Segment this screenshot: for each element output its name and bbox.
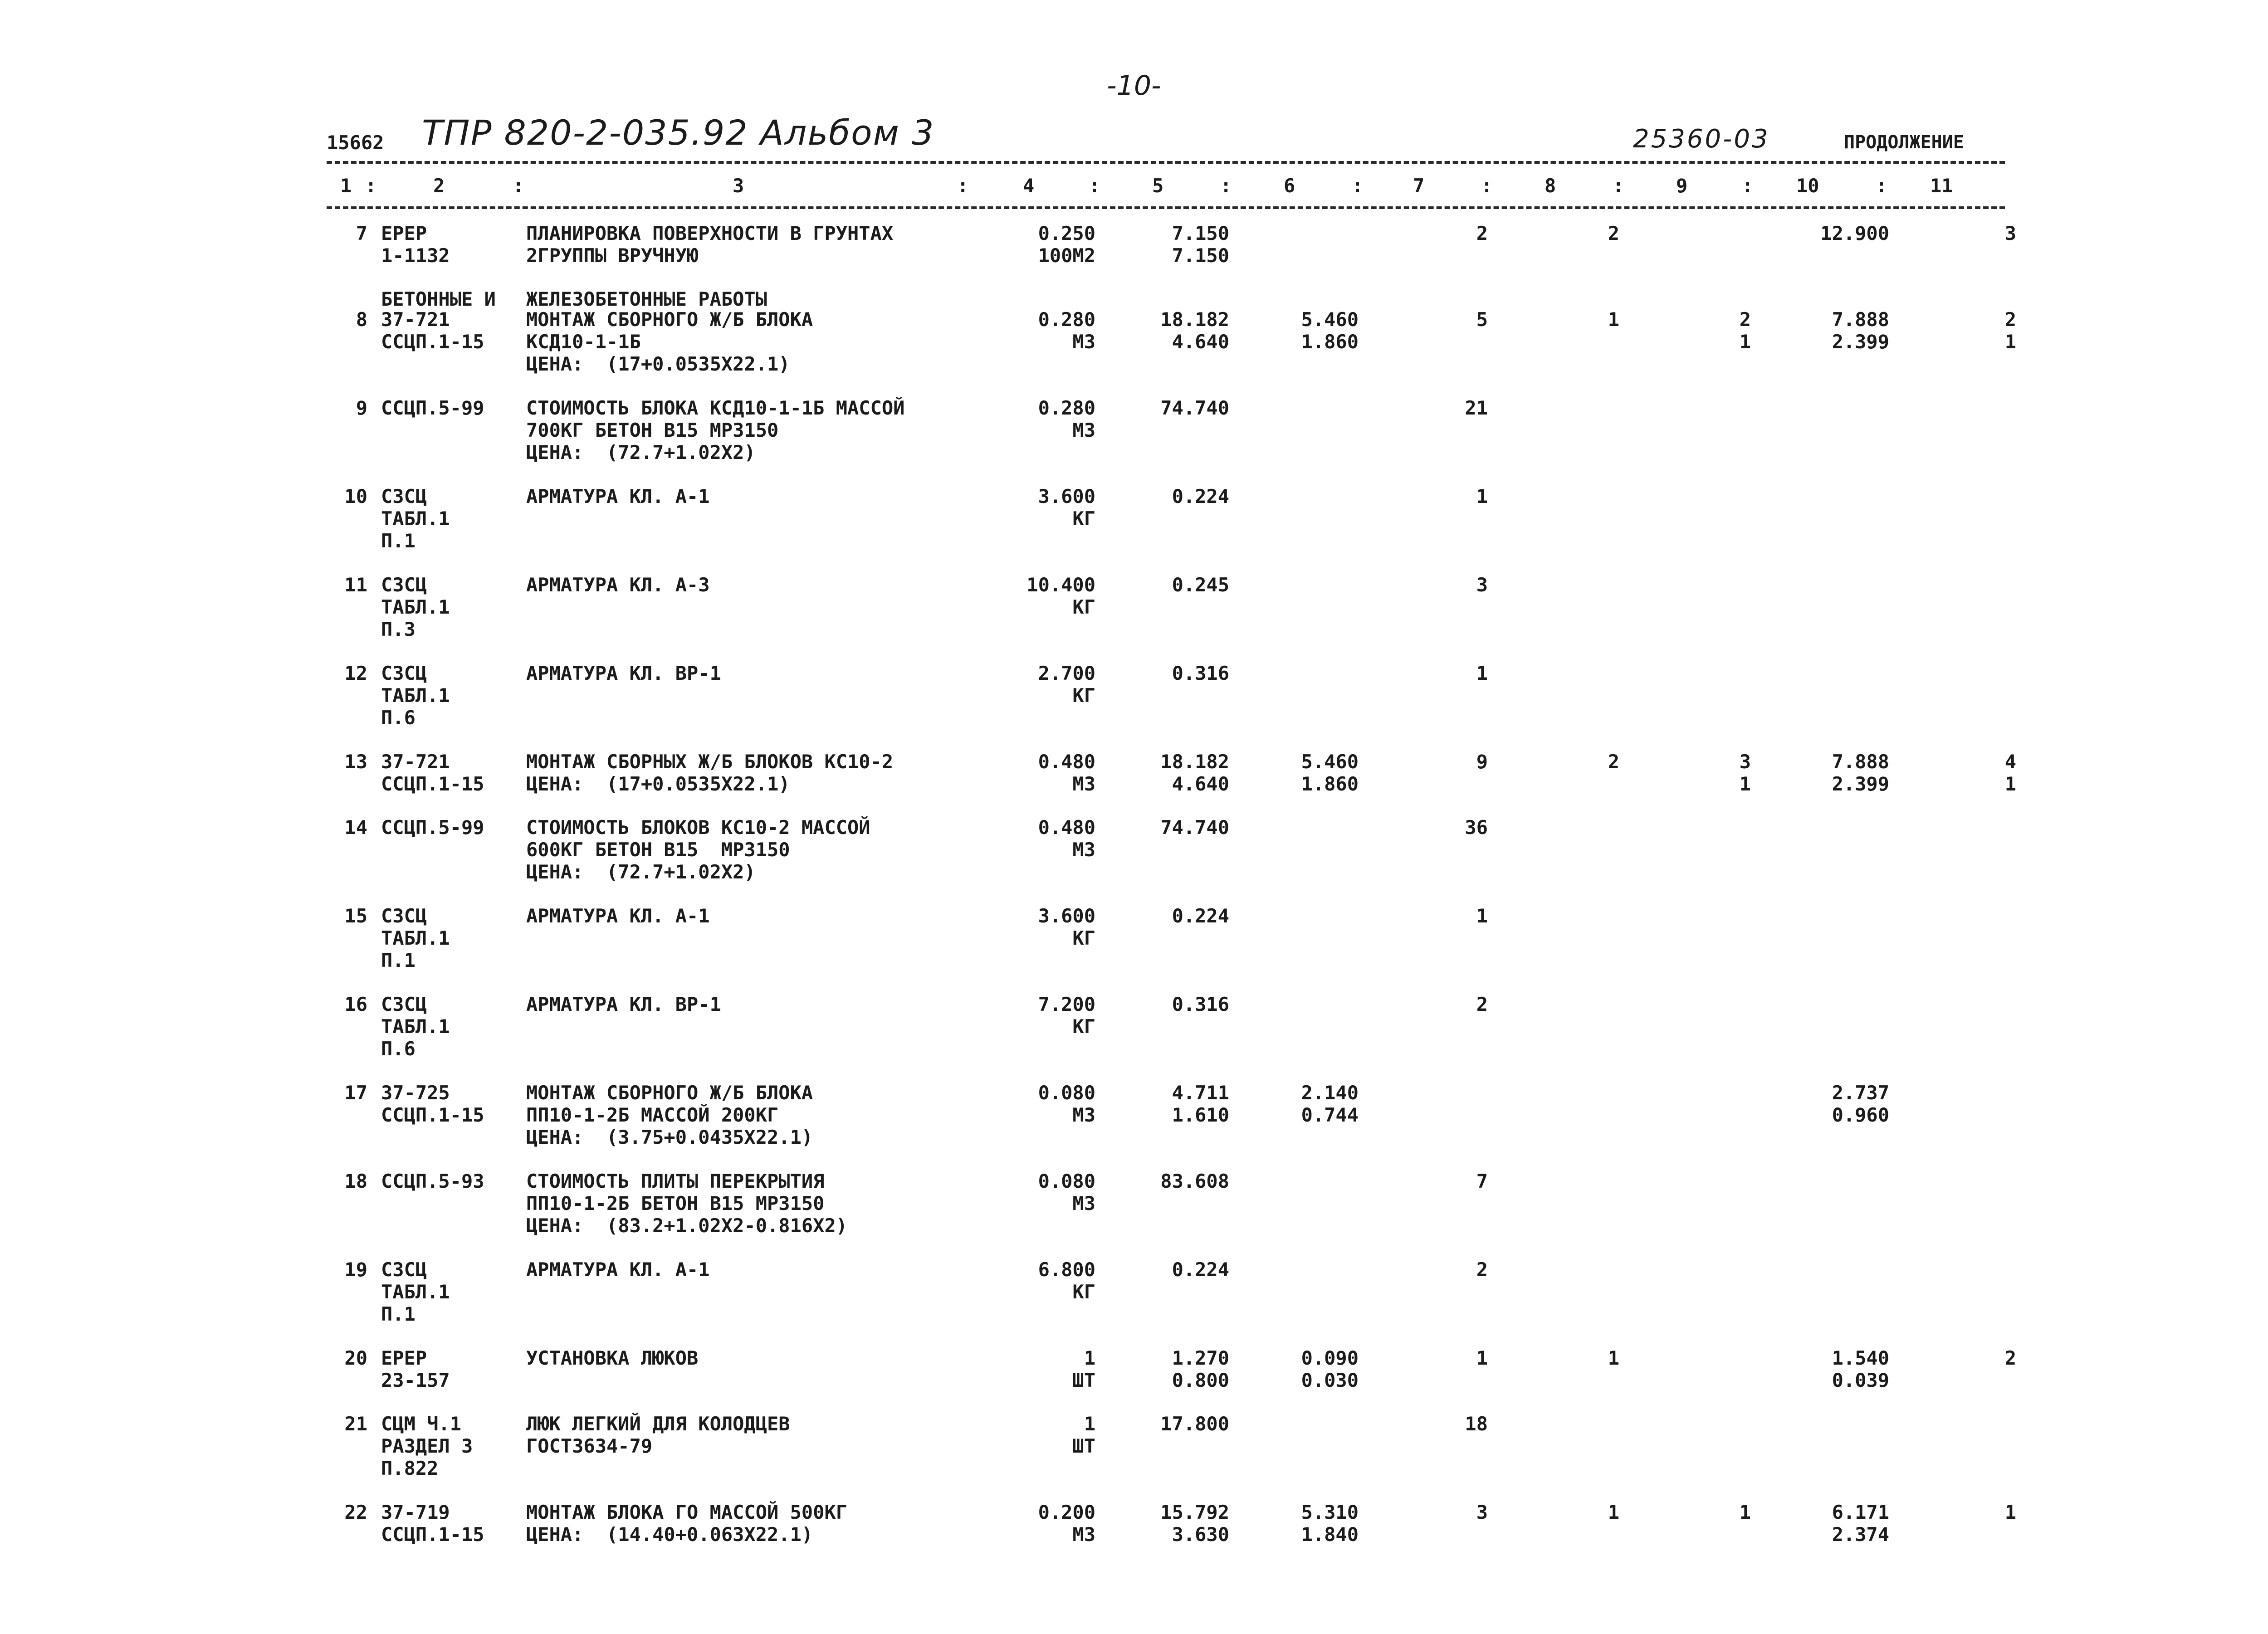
- cell-code: ССЦП.5-99: [381, 816, 484, 839]
- cell-code: ТАБЛ.1: [381, 1281, 450, 1303]
- cell-code: П.822: [381, 1457, 439, 1479]
- cell-c6: 2.140: [1301, 1082, 1359, 1104]
- cell-code: СЗСЦ: [381, 1258, 427, 1281]
- cell-code: П.1: [381, 949, 415, 971]
- cell-c5: 83.608: [1160, 1170, 1229, 1192]
- cell-c6: 0.030: [1301, 1369, 1359, 1391]
- cell-c11: 4: [2004, 751, 2016, 773]
- cell-c4: М3: [1072, 419, 1095, 441]
- cell-desc: МОНТАЖ БЛОКА ГО МАССОЙ 500КГ: [526, 1501, 848, 1523]
- cell-desc: 2ГРУППЫ ВРУЧНУЮ: [526, 244, 699, 267]
- cell-c4: 7.200: [1038, 993, 1095, 1015]
- cell-code: ТАБЛ.1: [381, 507, 450, 530]
- cell-n: 19: [344, 1258, 367, 1281]
- cell-c4: КГ: [1072, 1015, 1095, 1038]
- cell-c5: 74.740: [1160, 816, 1229, 839]
- cell-c8: 1: [1608, 1501, 1619, 1523]
- cell-c9: 1: [1739, 331, 1751, 353]
- cell-n: 9: [356, 397, 367, 419]
- cell-code: П.1: [381, 530, 415, 552]
- cell-c11: 2: [2004, 308, 2016, 331]
- cell-code: П.1: [381, 1303, 415, 1325]
- cell-desc: ЦЕНА: (3.75+0.0435X22.1): [526, 1126, 813, 1148]
- cell-desc: ЦЕНА: (17+0.0535X22.1): [526, 773, 790, 795]
- cell-c7: 1: [1476, 905, 1488, 927]
- cell-c4: КГ: [1072, 684, 1095, 707]
- cell-n: 18: [344, 1170, 367, 1192]
- cell-desc: МОНТАЖ СБОРНЫХ Ж/Б БЛОКОВ КС10-2: [526, 751, 894, 773]
- cell-desc: СТОИМОСТЬ БЛОКА КСД10-1-1Б МАССОЙ: [526, 397, 905, 419]
- cell-c4: 0.480: [1038, 751, 1095, 773]
- cell-desc: ЛЮК ЛЕГКИЙ ДЛЯ КОЛОДЦЕВ: [526, 1413, 790, 1435]
- cell-c4: М3: [1072, 839, 1095, 861]
- cell-c11: 1: [2004, 1501, 2016, 1523]
- cell-c5: 4.640: [1172, 331, 1229, 353]
- cell-c4: М3: [1072, 1192, 1095, 1215]
- cell-n: 13: [344, 751, 367, 773]
- cell-code: 37-725: [381, 1082, 450, 1104]
- cell-c4: КГ: [1072, 927, 1095, 949]
- cell-code: ССЦП.1-15: [381, 1104, 484, 1126]
- cell-c7: 1: [1476, 1347, 1488, 1369]
- cell-c7: 36: [1465, 816, 1488, 839]
- cell-desc: ПП10-1-2Б БЕТОН В15 МРЗ150: [526, 1192, 825, 1215]
- cell-c6: 5.460: [1301, 308, 1359, 331]
- cell-code: СЦМ Ч.1: [381, 1413, 462, 1435]
- col-header-7: 7: [1413, 175, 1425, 197]
- col-separator: :: [1742, 175, 1754, 197]
- cell-c5: 1.270: [1172, 1347, 1229, 1369]
- col-separator: :: [1876, 175, 1887, 197]
- cell-c7: 3: [1476, 574, 1488, 596]
- doc-code: 15662: [327, 132, 384, 154]
- cell-n: 22: [344, 1501, 367, 1523]
- col-header-9: 9: [1676, 175, 1688, 197]
- col-separator: :: [513, 175, 524, 197]
- cell-code: ЕРЕР: [381, 1347, 427, 1369]
- cell-c6: 1.860: [1301, 773, 1359, 795]
- handwritten-code: 25360-03: [1633, 124, 1770, 154]
- cell-code: 37-719: [381, 1501, 450, 1523]
- cell-code: ТАБЛ.1: [381, 684, 450, 707]
- cell-c5: 18.182: [1160, 751, 1229, 773]
- cell-c4: 6.800: [1038, 1258, 1095, 1281]
- cell-code: ССЦП.1-15: [381, 331, 484, 353]
- cell-c5: 1.610: [1172, 1104, 1229, 1126]
- col-header-3: 3: [733, 175, 744, 197]
- cell-desc: СТОИМОСТЬ ПЛИТЫ ПЕРЕКРЫТИЯ: [526, 1170, 825, 1192]
- cell-code: СЗСЦ: [381, 574, 427, 596]
- cell-c5: 0.224: [1172, 1258, 1229, 1281]
- cell-code: ЕРЕР: [381, 222, 427, 244]
- col-separator: :: [1481, 175, 1493, 197]
- cell-n: 16: [344, 993, 367, 1015]
- cell-c4: 0.080: [1038, 1082, 1095, 1104]
- cell-c6: 1.840: [1301, 1523, 1359, 1546]
- cell-desc: ПП10-1-2Б МАССОЙ 200КГ: [526, 1104, 779, 1126]
- cell-code: ССЦП.5-93: [381, 1170, 484, 1192]
- col-separator: :: [1613, 175, 1624, 197]
- cell-n: 12: [344, 662, 367, 684]
- cell-c4: ШТ: [1072, 1435, 1095, 1457]
- col-header-8: 8: [1545, 175, 1556, 197]
- cell-c4: 0.080: [1038, 1170, 1095, 1192]
- cell-code: БЕТОННЫЕ И: [381, 288, 496, 310]
- cell-n: 20: [344, 1347, 367, 1369]
- cell-c5: 4.640: [1172, 773, 1229, 795]
- cell-desc: АРМАТУРА КЛ. ВР-1: [526, 993, 721, 1015]
- cell-c10: 7.888: [1832, 308, 1889, 331]
- cell-desc: МОНТАЖ СБОРНОГО Ж/Б БЛОКА: [526, 1082, 813, 1104]
- cell-c4: М3: [1072, 331, 1095, 353]
- cell-desc: ЦЕНА: (72.7+1.02X2): [526, 441, 756, 463]
- cell-c7: 1: [1476, 485, 1488, 507]
- cell-c5: 18.182: [1160, 308, 1229, 331]
- cell-c10: 0.960: [1832, 1104, 1889, 1126]
- cell-c5: 15.792: [1160, 1501, 1229, 1523]
- cell-c6: 1.860: [1301, 331, 1359, 353]
- cell-n: 14: [344, 816, 367, 839]
- cell-c7: 7: [1476, 1170, 1488, 1192]
- cell-code: ССЦП.1-15: [381, 773, 484, 795]
- cell-c10: 0.039: [1832, 1369, 1889, 1391]
- cell-desc: АРМАТУРА КЛ. А-1: [526, 905, 710, 927]
- cell-code: ТАБЛ.1: [381, 1015, 450, 1038]
- cell-code: СЗСЦ: [381, 993, 427, 1015]
- cell-c4: 0.280: [1038, 397, 1095, 419]
- cell-c10: 6.171: [1832, 1501, 1889, 1523]
- cell-code: СЗСЦ: [381, 905, 427, 927]
- cell-desc: ЦЕНА: (83.2+1.02X2-0.816X2): [526, 1215, 848, 1237]
- cell-desc: ГОСТ3634-79: [526, 1435, 653, 1457]
- cell-code: 23-157: [381, 1369, 450, 1391]
- cell-code: 37-721: [381, 751, 450, 773]
- cell-c11: 1: [2004, 773, 2016, 795]
- cell-c8: 2: [1608, 222, 1619, 244]
- cell-c7: 2: [1476, 1258, 1488, 1281]
- cell-c4: 1: [1084, 1413, 1095, 1435]
- cell-code: 1-1132: [381, 244, 450, 267]
- cell-c5: 74.740: [1160, 397, 1229, 419]
- cell-c7: 2: [1476, 222, 1488, 244]
- cell-desc: АРМАТУРА КЛ. ВР-1: [526, 662, 721, 684]
- cell-c4: М3: [1072, 1523, 1095, 1546]
- cell-code: СЗСЦ: [381, 485, 427, 507]
- cell-desc: ЦЕНА: (14.40+0.063X22.1): [526, 1523, 813, 1546]
- cell-desc: ПЛАНИРОВКА ПОВЕРХНОСТИ В ГРУНТАХ: [526, 222, 894, 244]
- cell-c7: 21: [1465, 397, 1488, 419]
- cell-desc: АРМАТУРА КЛ. А-3: [526, 574, 710, 596]
- cell-c4: 0.280: [1038, 308, 1095, 331]
- cell-c4: ШТ: [1072, 1369, 1095, 1391]
- cell-desc: АРМАТУРА КЛ. А-1: [526, 1258, 710, 1281]
- cell-n: 15: [344, 905, 367, 927]
- cell-code: ССЦП.5-99: [381, 397, 484, 419]
- cell-n: 8: [356, 308, 367, 331]
- cell-code: 37-721: [381, 308, 450, 331]
- cell-desc: ЖЕЛЕЗОБЕТОННЫЕ РАБОТЫ: [526, 288, 767, 310]
- cell-c8: 2: [1608, 751, 1619, 773]
- cell-n: 10: [344, 485, 367, 507]
- cell-desc: УСТАНОВКА ЛЮКОВ: [526, 1347, 699, 1369]
- cell-c10: 7.888: [1832, 751, 1889, 773]
- cell-c10: 2.399: [1832, 773, 1889, 795]
- cell-c9: 1: [1739, 773, 1751, 795]
- cell-c7: 3: [1476, 1501, 1488, 1523]
- cell-c9: 2: [1739, 308, 1751, 331]
- col-header-11: 11: [1930, 175, 1953, 197]
- col-separator: :: [1220, 175, 1232, 197]
- cell-code: СЗСЦ: [381, 662, 427, 684]
- cell-c8: 1: [1608, 1347, 1619, 1369]
- cell-c4: КГ: [1072, 507, 1095, 530]
- col-separator: :: [1352, 175, 1364, 197]
- cell-c4: КГ: [1072, 1281, 1095, 1303]
- col-header-1: 1: [340, 175, 352, 197]
- cell-desc: СТОИМОСТЬ БЛОКОВ КС10-2 МАССОЙ: [526, 816, 870, 839]
- cell-c10: 2.399: [1832, 331, 1889, 353]
- cell-n: 11: [344, 574, 367, 596]
- cell-c9: 1: [1739, 1501, 1751, 1523]
- cell-n: 17: [344, 1082, 367, 1104]
- cell-c4: 1: [1084, 1347, 1095, 1369]
- cell-c4: М3: [1072, 1104, 1095, 1126]
- col-header-6: 6: [1284, 175, 1295, 197]
- cell-c4: 3.600: [1038, 905, 1095, 927]
- cell-code: ТАБЛ.1: [381, 596, 450, 618]
- cell-c8: 1: [1608, 308, 1619, 331]
- cell-code: РАЗДЕЛ 3: [381, 1435, 473, 1457]
- cell-c4: 10.400: [1026, 574, 1095, 596]
- cell-c4: 2.700: [1038, 662, 1095, 684]
- handwritten-title: ТПР 820-2-035.92 Альбом 3: [422, 112, 935, 153]
- cell-n: 21: [344, 1413, 367, 1435]
- cell-desc: 700КГ БЕТОН В15 МРЗ150: [526, 419, 779, 441]
- col-separator: :: [1089, 175, 1100, 197]
- cell-c5: 0.316: [1172, 993, 1229, 1015]
- cell-c10: 12.900: [1820, 222, 1889, 244]
- cell-code: ССЦП.1-15: [381, 1523, 484, 1546]
- cell-c11: 3: [2004, 222, 2016, 244]
- cell-code: П.6: [381, 707, 415, 729]
- cell-desc: АРМАТУРА КЛ. А-1: [526, 485, 710, 507]
- cell-c6: 0.744: [1301, 1104, 1359, 1126]
- col-header-4: 4: [1023, 175, 1035, 197]
- cell-c4: КГ: [1072, 596, 1095, 618]
- cell-desc: МОНТАЖ СБОРНОГО Ж/Б БЛОКА: [526, 308, 813, 331]
- col-header-10: 10: [1796, 175, 1819, 197]
- page-number: -10-: [1107, 70, 1161, 102]
- cell-c6: 5.310: [1301, 1501, 1359, 1523]
- cell-c6: 0.090: [1301, 1347, 1359, 1369]
- cell-c5: 3.630: [1172, 1523, 1229, 1546]
- cell-c10: 1.540: [1832, 1347, 1889, 1369]
- cell-code: П.6: [381, 1038, 415, 1060]
- col-header-2: 2: [433, 175, 445, 197]
- cell-c5: 0.800: [1172, 1369, 1229, 1391]
- cell-c11: 1: [2004, 331, 2016, 353]
- cell-c7: 18: [1465, 1413, 1488, 1435]
- col-separator: :: [365, 175, 377, 197]
- cell-code: ТАБЛ.1: [381, 927, 450, 949]
- cell-c4: 100М2: [1038, 244, 1095, 267]
- cell-c4: 3.600: [1038, 485, 1095, 507]
- cell-c7: 9: [1476, 751, 1488, 773]
- cell-desc: ЦЕНА: (17+0.0535X22.1): [526, 353, 790, 375]
- cell-c4: 0.200: [1038, 1501, 1095, 1523]
- cell-c10: 2.737: [1832, 1082, 1889, 1104]
- cell-desc: ЦЕНА: (72.7+1.02X2): [526, 861, 756, 883]
- cell-c5: 0.224: [1172, 485, 1229, 507]
- cell-c4: М3: [1072, 773, 1095, 795]
- cell-c5: 7.150: [1172, 244, 1229, 267]
- cell-c9: 3: [1739, 751, 1751, 773]
- cell-n: 7: [356, 222, 367, 244]
- cell-c11: 2: [2004, 1347, 2016, 1369]
- cell-desc: КСД10-1-1Б: [526, 331, 641, 353]
- cell-c5: 4.711: [1172, 1082, 1229, 1104]
- cell-c10: 2.374: [1832, 1523, 1889, 1546]
- cell-c5: 0.245: [1172, 574, 1229, 596]
- cell-c7: 1: [1476, 662, 1488, 684]
- cell-c5: 17.800: [1160, 1413, 1229, 1435]
- cell-c5: 0.224: [1172, 905, 1229, 927]
- cell-c7: 2: [1476, 993, 1488, 1015]
- cell-c5: 0.316: [1172, 662, 1229, 684]
- cell-c4: 0.480: [1038, 816, 1095, 839]
- cell-c4: 0.250: [1038, 222, 1095, 244]
- cell-c6: 5.460: [1301, 751, 1359, 773]
- cell-desc: 600КГ БЕТОН В15 МРЗ150: [526, 839, 790, 861]
- col-separator: :: [957, 175, 969, 197]
- continuation-label: ПРОДОЛЖЕНИЕ: [1844, 132, 1964, 153]
- cell-c7: 5: [1476, 308, 1488, 331]
- cell-c5: 7.150: [1172, 222, 1229, 244]
- col-header-5: 5: [1152, 175, 1164, 197]
- cell-code: П.3: [381, 618, 415, 640]
